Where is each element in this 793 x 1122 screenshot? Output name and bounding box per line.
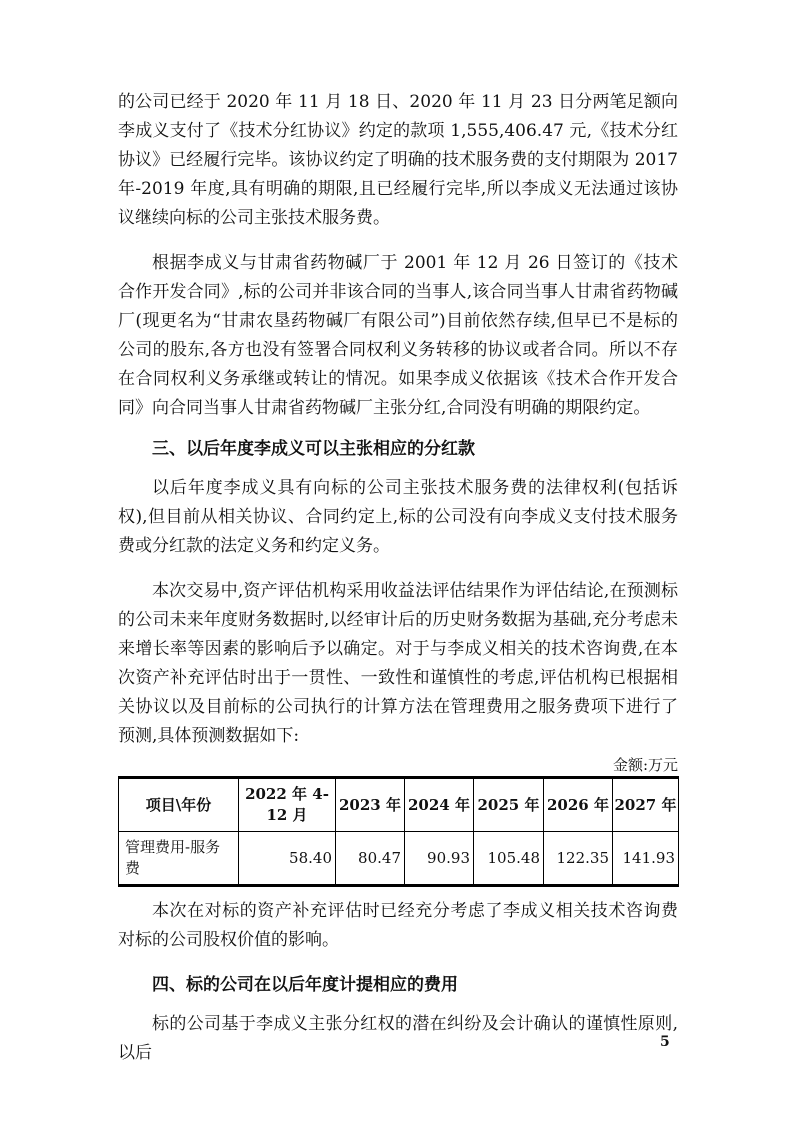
table-header-2026: 2026 年 — [544, 778, 613, 832]
table-cell-2024: 90.93 — [405, 832, 474, 886]
table-cell-row-label: 管理费用-服务费 — [119, 832, 239, 886]
paragraph-contract-2001: 根据李成义与甘肃省药物碱厂于 2001 年 12 月 26 日签订的《技术合作开发合同》,标的公司并非该合同的当事人,该合同当事人甘肃省药物碱厂(现更名为“甘肃农垦药物碱厂有限公司”)目前依然存续,但早已不是标的公司的股东,各方也没有签署合同权利义务转移的协议或者合同。所以不存在合同权利义务承继或转让的情况。如果李成义依据该《技术合作开发合同》向合同当事人甘肃省药物碱厂主张分红,合同没有明确的期限约定。 — [118, 253, 678, 418]
table-cell-2025: 105.48 — [474, 832, 544, 886]
heading-section-4: 四、标的公司在以后年度计提相应的费用 — [152, 975, 458, 995]
table-header-2027: 2027 年 — [613, 778, 679, 832]
table-cell-2022: 58.40 — [239, 832, 336, 886]
forecast-table — [118, 776, 679, 887]
table-row — [119, 832, 679, 886]
page-number: 5 — [660, 1034, 670, 1050]
table-unit-label: 金额:万元 — [612, 756, 678, 774]
table-header-2022: 2022 年 4-12 月 — [239, 778, 336, 832]
paragraph-legal-rights: 以后年度李成义具有向标的公司主张技术服务费的法律权利(包括诉权),但目前从相关协议、合同约定上,标的公司没有向李成义支付技术服务费或分红款的法定义务和约定义务。 — [118, 478, 678, 556]
table-header-item-year: 项目\年份 — [119, 778, 239, 832]
paragraph-valuation-method: 本次交易中,资产评估机构采用收益法评估结果作为评估结论,在预测标的公司未来年度财务数据时,以经审计后的历史财务数据为基础,充分考虑未来增长率等因素的影响后予以确定。对于与李成义相关的技术咨询费,在本次资产补充评估时出于一贯性、一致性和谨慎性的考虑,评估机构已根据相关协议以及目前标的公司执行的计算方法在管理费用之服务费项下进行了预测,具体预测数据如下: — [118, 581, 678, 746]
heading-section-3: 三、以后年度李成义可以主张相应的分红款 — [152, 439, 475, 459]
table-cell-2027: 141.93 — [613, 832, 679, 886]
table-header-row — [119, 778, 679, 832]
paragraph-accrual: 标的公司基于李成义主张分红权的潜在纠纷及会计确认的谨慎性原则,以后 — [118, 1014, 678, 1063]
table-header-2025: 2025 年 — [474, 778, 544, 832]
document-body — [118, 88, 678, 1068]
paragraph-impact: 本次在对标的资产补充评估时已经充分考虑了李成义相关技术咨询费对标的公司股权价值的影响。 — [118, 901, 678, 950]
paragraph-payment-history: 的公司已经于 2020 年 11 月 18 日、2020 年 11 月 23 日分两笔足额向李成义支付了《技术分红协议》约定的款项 1,555,406.47 元,《技术分红协议》已经履行完毕。该协议约定了明确的技术服务费的支付期限为 2017 年-2019 年度,具有明确的期限,且已经履行完毕,所以李成义无法通过该协议继续向标的公司主张技术服务费。 — [118, 92, 678, 228]
table-header-2024: 2024 年 — [405, 778, 474, 832]
table-header-2023: 2023 年 — [336, 778, 405, 832]
table-cell-2023: 80.47 — [336, 832, 405, 886]
table-cell-2026: 122.35 — [544, 832, 613, 886]
